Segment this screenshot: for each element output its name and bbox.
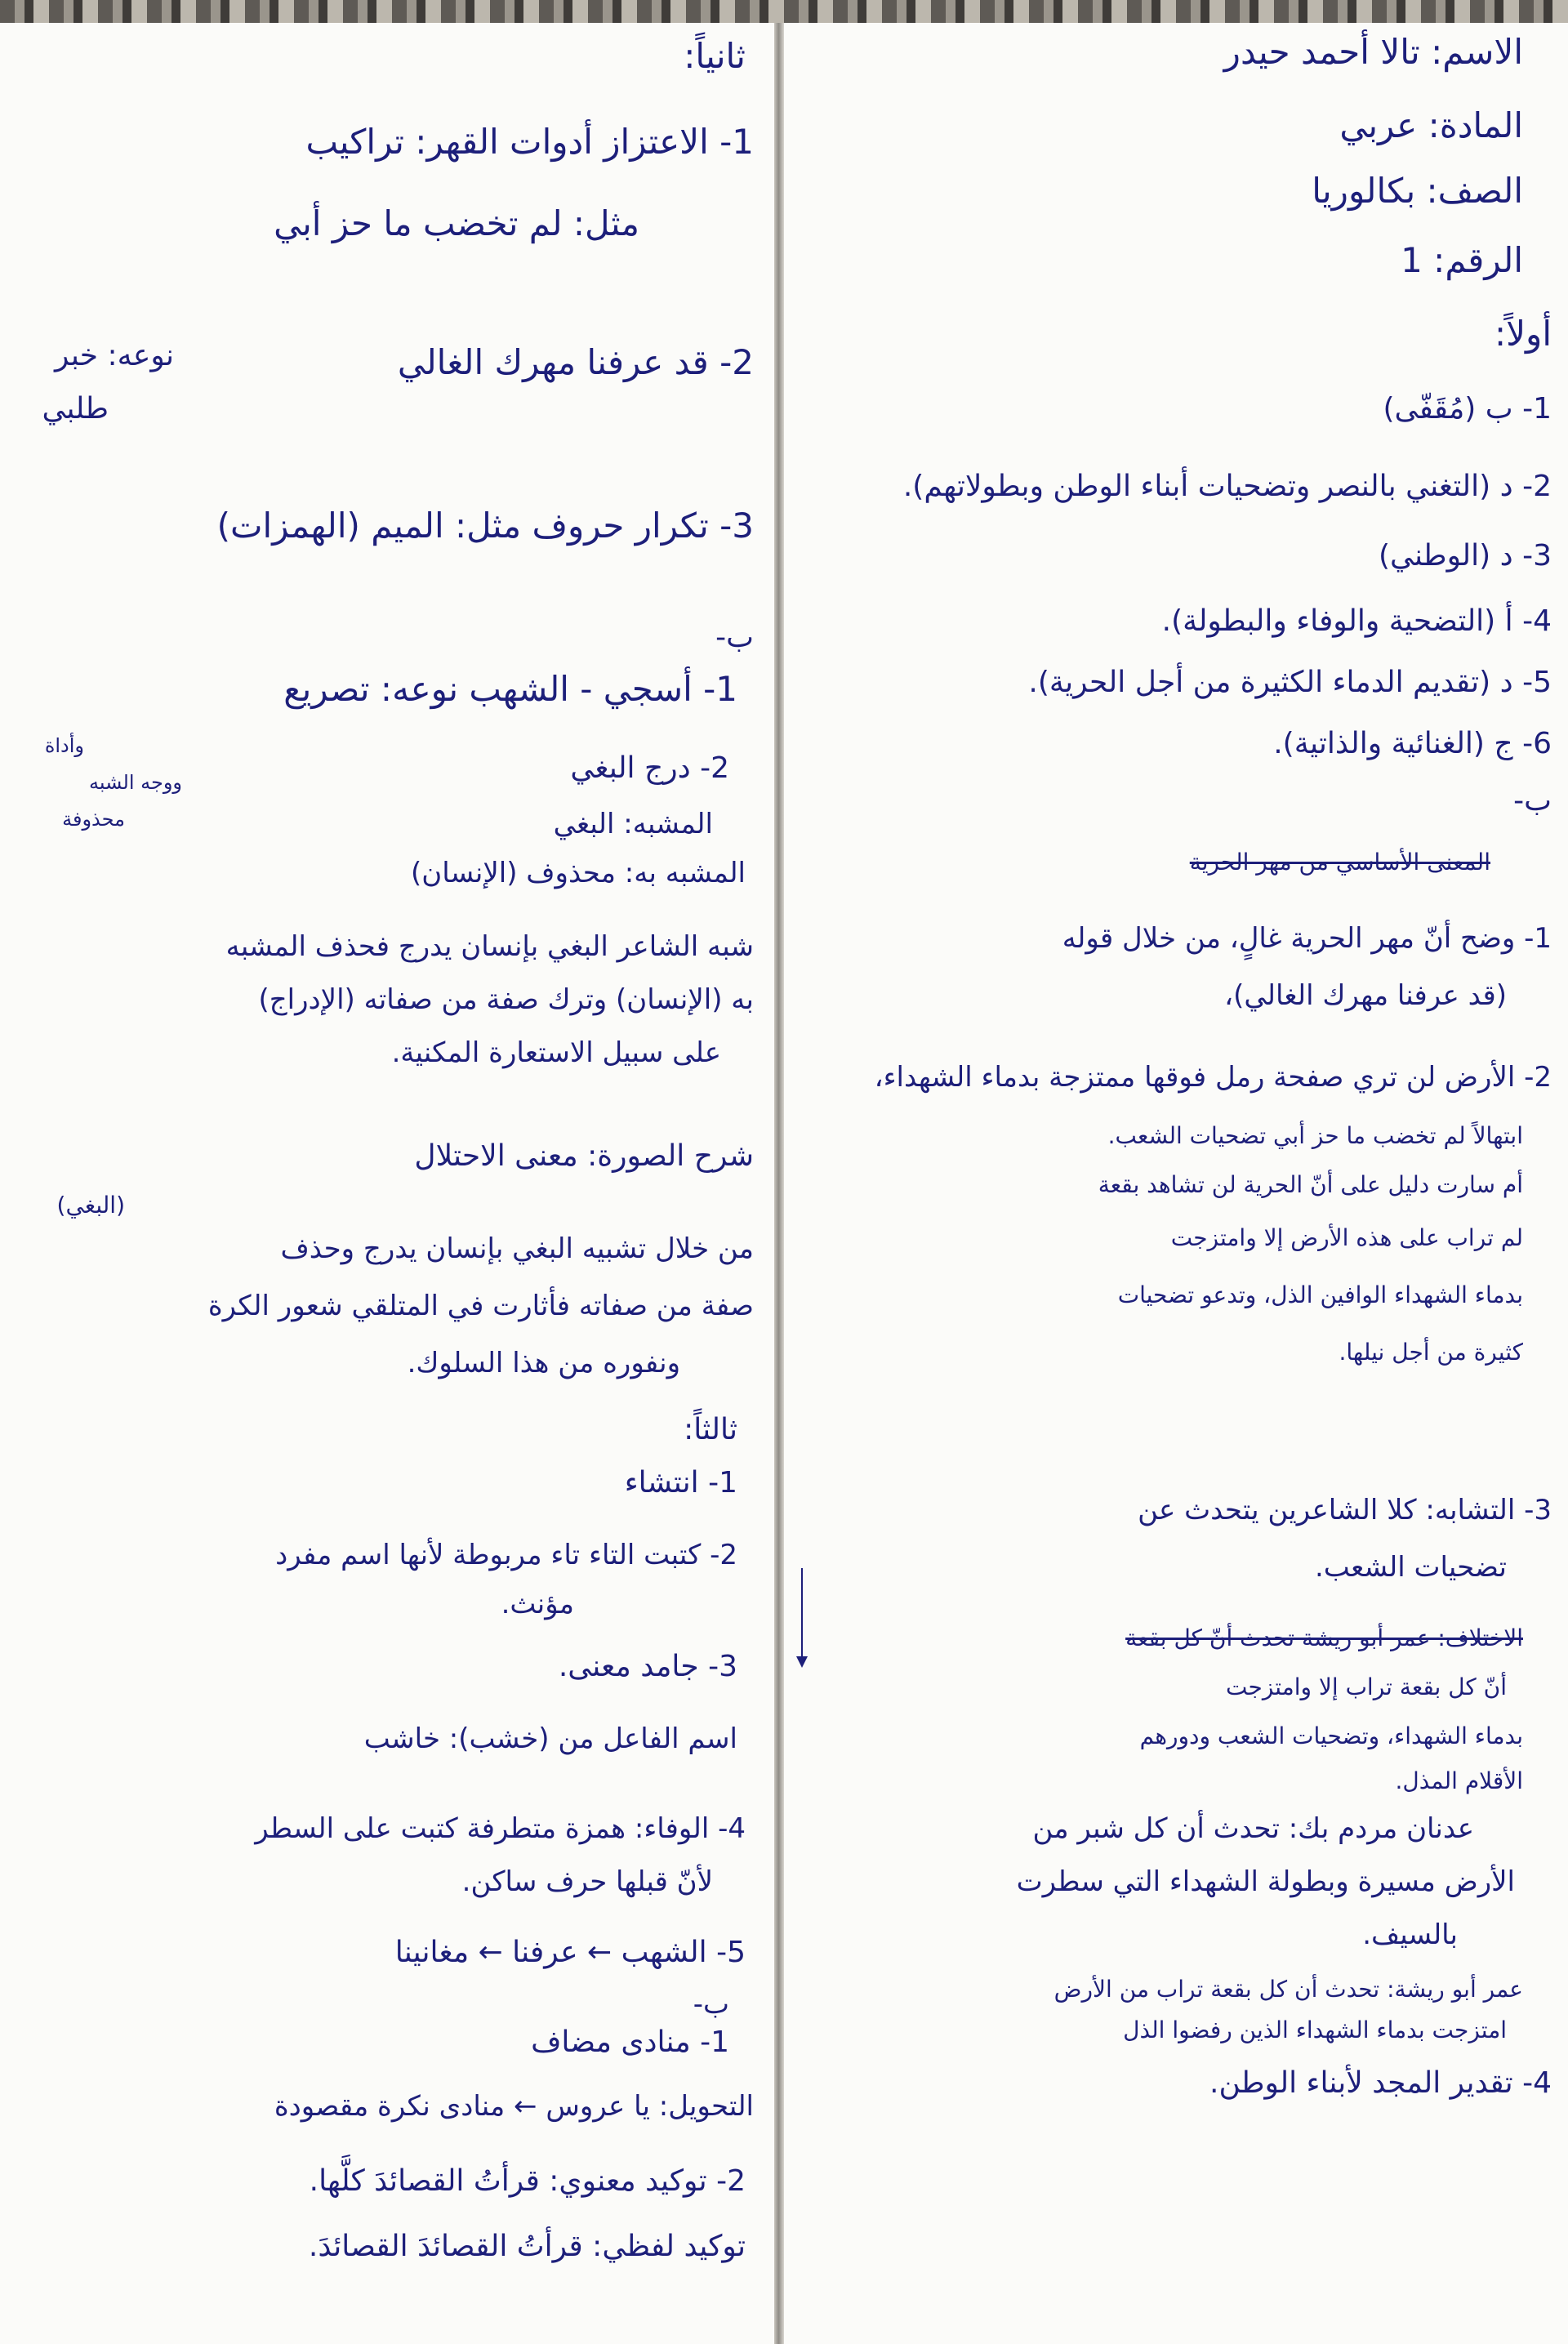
b3-line2: تضحيات الشعب. [1314,1551,1507,1584]
section-second-heading: ثانياً: [684,36,746,76]
q2-type-continued: طلبي [42,392,109,426]
image-line3: من خلال تشبيه البغي بإنسان يدرج وحذف [280,1232,754,1265]
third-4-line1: 4- الوفاء: همزة متطرفة كتبت على السطر [255,1812,746,1845]
section-third-heading: ثالثاً: [684,1413,737,1446]
image-line4: صفة من صفاته فأثارت في المتلقي شعور الكرة [207,1290,754,1322]
difference-line3: بدماء الشهداء، وتضحيات الشعب ودورهم [1139,1722,1523,1749]
difference-line1: الاختلاف: عمر أبو ريشة تحدث أنّ كل بقعة [1125,1624,1523,1651]
third-2-line2: مؤنث. [501,1588,574,1620]
b2-line5: بدماء الشهداء الوافين الذل، وتدعو تضحيات [1117,1281,1523,1308]
explanation-line1: شبه الشاعر البغي بإنسان يدرج فحذف المشبه [225,930,754,963]
omar-line2: امتزجت بدماء الشهداء الذين رفضوا الذل [1123,2016,1507,2043]
third-b1-conversion: التحويل: يا عروس ← منادى نكرة مقصودة [274,2090,754,2123]
number: الرقم: 1 [1401,240,1523,280]
omar-line1: عمر أبو ريشة: تحدث أن كل بقعة تراب من الأرض [1054,1976,1523,2003]
b2-line4: لم تراب على هذه الأرض إلا وامتزجت [1170,1224,1523,1251]
answer-column-right [796,33,1556,2328]
note-tool: وأداة [44,734,84,757]
image-line2: (البغي) [56,1192,125,1219]
mushabbah: المشبه: البغي [553,808,713,840]
third-3: 3- جامد معنى. [558,1650,737,1683]
third-1: 1- انتشاء [624,1466,737,1500]
image-line5: ونفوره من هذا السلوك. [407,1347,680,1379]
answer-4: 4- أ (التضحية والوفاء والبطولة). [1161,604,1552,638]
b1-line2: (قد عرفنا مهرك الغالي)، [1224,979,1507,1012]
b2-left: 2- درج البغي [570,751,729,785]
b4: 4- تقدير المجد لأبناء الوطن. [1209,2066,1552,2100]
difference-line4: الأقلام المذل. [1395,1767,1523,1794]
b3-line1: 3- التشابه: كلا الشاعرين يتحدث عن [1138,1494,1552,1526]
difference-line2: أنّ كل بقعة تراب إلا وامتزجت [1226,1673,1507,1700]
third-b2-line2: توكيد لفظي: قرأتُ القصائدَ القصائدَ. [308,2230,746,2263]
answer-2: 2- د (التغني بالنصر وتضحيات أبناء الوطن وبطولاتهم). [902,470,1552,503]
b2-line3: أم سارت دليل على أنّ الحرية لن تشاهد بقعة [1098,1171,1523,1198]
grade: الصف: بكالوريا [1312,171,1523,211]
adnan-line1: عدنان مردم بك: تحدث أن كل شبر من [1032,1812,1474,1845]
image-line1: شرح الصورة: معنى الاحتلال [414,1139,754,1173]
third-2-line1: 2- كتبت التاء تاء مربوطة لأنها اسم مفرد [275,1539,737,1571]
mushabbah-bih: المشبه به: محذوف (الإنسان) [410,857,746,889]
b2-line6: كثيرة من أجل نيلها. [1339,1339,1523,1366]
q1-line2: مثل: لم تخضب ما حز أبي [274,203,639,243]
part-b-label: ب- [1513,784,1552,818]
student-name: الاسم: تالا أحمد حيدر [1223,32,1523,72]
third-b1: 1- منادى مضاف [531,2025,729,2059]
third-4-line2: لأنّ قبلها حرف ساكن. [461,1865,713,1898]
third-5: 5- الشهب ← عرفنا ← مغانينا [394,1936,746,1969]
q1-line1: 1- الاعتزاز أدوات القهر: تراكيب [305,122,754,162]
section-first-heading: أولاً: [1494,314,1552,354]
b1-left: 1- أسجي - الشهب نوعه: تصريع [283,669,737,709]
b1-line1: 1- وضح أنّ مهر الحرية غالٍ، من خلال قوله [1062,922,1552,955]
part-b-label-left: ب- [715,621,754,654]
subject: المادة: عربي [1339,105,1523,145]
q3: 3- تكرار حروف مثل: الميم (الهمزات) [216,506,754,546]
note-deleted: محذوفة [62,808,125,831]
explanation-line2: به (الإنسان) وترك صفة من صفاته (الإدراج) [258,983,754,1016]
explanation-line3: على سبيل الاستعارة المكنية. [391,1036,721,1069]
answer-6: 6- ج (الغنائية والذاتية). [1273,727,1552,760]
notebook-binding [774,23,784,2344]
down-arrow-mark [796,1568,808,1674]
answer-column-left [15,33,762,2328]
adnan-line2: الأرض مسيرة وبطولة الشهداء التي سطرت [1016,1865,1515,1898]
part-b-intro: المعنى الأساسي من مهر الحرية [1189,849,1490,876]
part-b-label-left-2: ب- [693,1988,729,2021]
b2-line2: ابتهالاً لم تخضب ما حز أبي تضحيات الشعب. [1107,1122,1523,1149]
answer-5: 5- د (تقديم الدماء الكثيرة من أجل الحرية). [1028,666,1552,699]
adnan-line3: بالسيف. [1362,1918,1458,1951]
third-b2: 2- توكيد معنوي: قرأتُ القصائدَ كلَّها. [309,2164,746,2198]
b2-line1: 2- الأرض لن تري صفحة رمل فوقها ممتزجة بدماء الشهداء، [874,1061,1552,1094]
answer-1: 1- ب (مُقَفّى) [1383,392,1552,426]
note-face: ووجه الشبه [88,771,182,794]
faael: اسم الفاعل من (خشب): خاشب [363,1722,737,1755]
answer-3: 3- د (الوطني) [1379,539,1552,573]
q2-main: 2- قد عرفنا مهرك الغالي [397,342,754,382]
q2-type: نوعه: خبر [55,339,174,372]
